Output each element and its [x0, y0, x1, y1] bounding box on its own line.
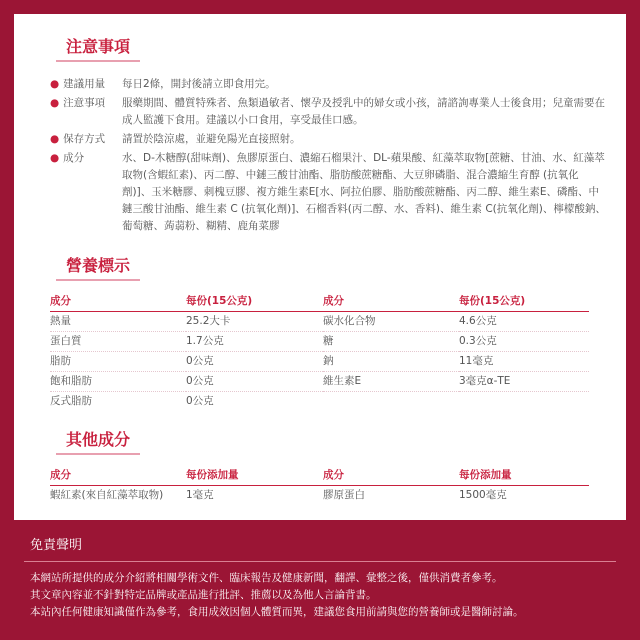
notice-label: ● 保存方式	[50, 133, 106, 145]
table-cell: 3毫克α-TE	[459, 371, 589, 391]
table-cell: 飽和脂肪	[50, 371, 186, 391]
table-cell: 糖	[323, 331, 459, 351]
other-ingredients-table	[50, 467, 606, 505]
table-cell: 1500毫克	[459, 485, 589, 505]
disclaimer-line: 本站內任何健康知識僅作為參考，食用成效因個人體質而異，建議您食用前請與您的營養師或是醫師討論。	[30, 606, 524, 618]
notice-row	[50, 131, 606, 148]
bullet-icon: ●	[50, 133, 60, 145]
table-cell: 1毫克	[186, 485, 323, 505]
disclaimer-line: 本網站所提供的成分介紹將相關學術文件、臨床報告及健康新聞，翻譯、彙整之後，僅供消費者參考。	[30, 572, 503, 584]
disclaimer-title: 免責聲明	[30, 538, 83, 553]
bullet-icon: ●	[50, 78, 60, 90]
table-cell: 鈉	[323, 351, 459, 371]
table-header: 每份(15公克)	[459, 295, 526, 307]
table-header: 成分	[323, 295, 344, 307]
notice-label: ● 建議用量	[50, 78, 106, 90]
table-cell: 蝦紅素(來自紅藻萃取物)	[50, 485, 186, 505]
notice-label: ● 注意事項	[50, 97, 106, 109]
notice-text: 水、D-木糖醇(甜味劑)、魚膠原蛋白、濃縮石榴果汁、DL-蘋果酸、紅藻萃取物[蔗糖、甘油、水、紅藻萃取物(含蝦紅素)、丙二醇、中鏈三酸甘油酯、脂肪酸蔗糖酯、大豆卵磷脂、混合濃縮生育醇 (抗氧化劑)]、玉米糖膠、刺槐豆膠、複方維生素E[水、阿拉伯膠、脂肪酸蔗糖酯、丙二醇、維生素E、磷酯、中鏈三酸甘油酯、維生素 C (抗氧化劑)]、石榴香料(丙二醇、水、香料)、維生素 C(抗氧化劑)、檸檬酸鈉、葡萄糖、蒟蒻粉、糊精、鹿角菜膠	[122, 152, 606, 232]
table-cell: 0公克	[186, 391, 323, 411]
notice-row	[50, 95, 606, 129]
notice-text: 每日2條，開封後請立即食用完。	[122, 78, 276, 90]
nutrition-title: 營養標示	[56, 253, 140, 281]
table-header: 成分	[50, 295, 71, 307]
table-cell: 碳水化合物	[323, 311, 459, 331]
table-cell: 脂肪	[50, 351, 186, 371]
table-cell: 維生素E	[323, 371, 459, 391]
bullet-icon: ●	[50, 97, 60, 109]
product-info-card	[14, 14, 626, 520]
notice-list	[50, 76, 606, 235]
table-cell: 0.3公克	[459, 331, 589, 351]
table-header: 成分	[323, 469, 344, 481]
table-cell: 11毫克	[459, 351, 589, 371]
table-cell: 反式脂肪	[50, 391, 186, 411]
table-cell: 0公克	[186, 351, 323, 371]
bullet-icon: ●	[50, 152, 60, 164]
notice-row	[50, 150, 606, 235]
nutrition-table	[50, 293, 606, 411]
table-cell: 25.2大卡	[186, 311, 323, 331]
divider	[24, 561, 616, 562]
table-header: 每份添加量	[459, 469, 512, 481]
disclaimer-line: 其文章內容並不針對特定品牌或產品進行批評、推薦以及為他人言論背書。	[30, 589, 377, 601]
notice-text: 服藥期間、體質特殊者、魚類過敏者、懷孕及授乳中的婦女或小孩，請諮詢專業人士後食用；兒童需要在成人監護下食用。建議以小口食用，享受最佳口感。	[122, 97, 605, 126]
table-cell: 蛋白質	[50, 331, 186, 351]
notice-title: 注意事項	[56, 34, 140, 62]
table-cell	[459, 391, 589, 411]
table-cell: 膠原蛋白	[323, 485, 459, 505]
table-header: 每份(15公克)	[186, 295, 253, 307]
table-header: 每份添加量	[186, 469, 239, 481]
disclaimer-section	[24, 534, 616, 621]
table-header: 成分	[50, 469, 71, 481]
table-cell: 熱量	[50, 311, 186, 331]
notice-label: ● 成分	[50, 152, 85, 164]
table-cell: 4.6公克	[459, 311, 589, 331]
notice-row	[50, 76, 606, 93]
table-cell: 1.7公克	[186, 331, 323, 351]
table-cell: 0公克	[186, 371, 323, 391]
other-ingredients-title: 其他成分	[56, 427, 140, 455]
table-cell	[323, 391, 459, 411]
notice-text: 請置於陰涼處，並避免陽光直接照射。	[122, 133, 301, 145]
